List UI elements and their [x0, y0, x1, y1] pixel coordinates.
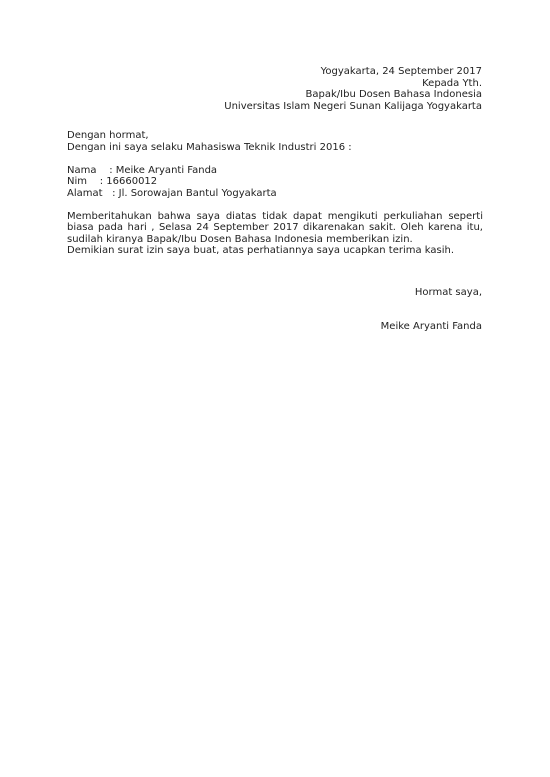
closing-greeting: Hormat saya,	[414, 287, 482, 298]
spacer	[67, 153, 483, 165]
main-paragraph: Memberitahukan bahwa saya diatas tidak dapat mengikuti perkuliahan seperti biasa pada hari , Selasa 24 September 2017 dikarenakan sakit. Oleh karena itu, sudilah kiranya Bapak/Ibu Dosen Bahasa Indonesia memberikan izin.	[67, 210, 483, 245]
intro-line: Dengan ini saya selaku Mahasiswa Teknik Industri 2016 :	[67, 141, 352, 153]
recipient-greeting: Kepada Yth.	[422, 77, 482, 89]
spacer	[67, 199, 483, 211]
recipient-institution: Universitas Islam Negeri Sunan Kalijaga Yogyakarta	[224, 100, 482, 112]
salutation: Dengan hormat,	[67, 130, 149, 141]
recipient-title: Bapak/Ibu Dosen Bahasa Indonesia	[305, 89, 482, 100]
identity-nim: Nim : 16660012	[67, 176, 158, 187]
letter-body	[67, 130, 483, 257]
identity-name: Nama : Meike Aryanti Fanda	[67, 164, 218, 176]
closing-paragraph: Demikian surat izin saya buat, atas perhatiannya saya ucapkan terima kasih.	[67, 245, 455, 256]
identity-address: Alamat : Jl. Sorowajan Bantul Yogyakarta	[67, 187, 277, 199]
signer-name: Meike Aryanti Fanda	[380, 321, 482, 332]
place-date: Yogyakarta, 24 September 2017	[320, 66, 482, 77]
letter-header	[224, 66, 482, 112]
